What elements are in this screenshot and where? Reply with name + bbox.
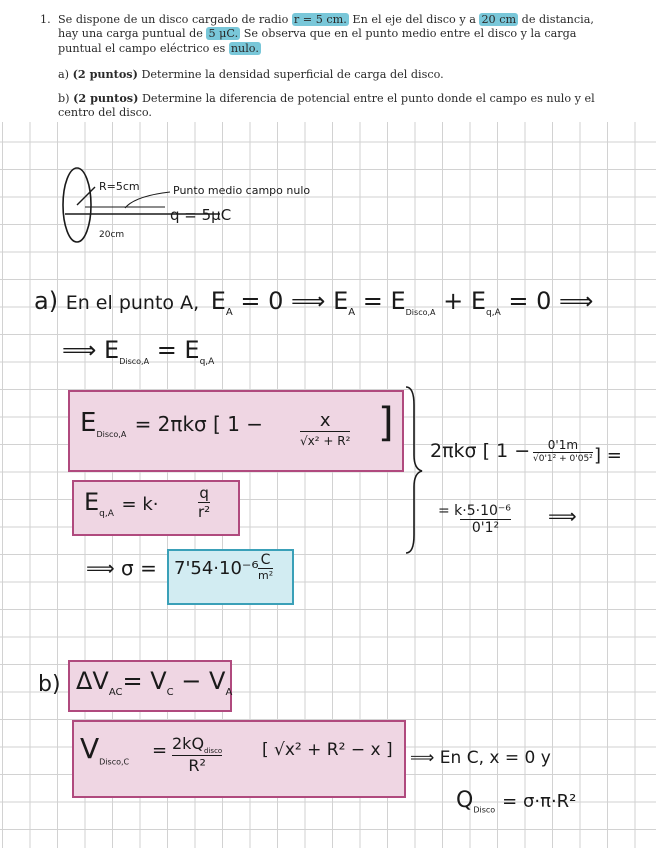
part-b-condition: ⟹ En C, x = 0 y [410, 748, 551, 768]
disk-potential-equals: = [152, 740, 168, 761]
right-equation-1-tail: ] = [594, 445, 622, 466]
problem-statement [0, 0, 656, 122]
charge-label: q = 5μC [170, 206, 232, 224]
curly-brace [402, 385, 426, 555]
midpoint-label: Punto medio campo nulo [173, 184, 311, 197]
disk-potential-lhs: $V_{Disco,C}$ [80, 732, 130, 767]
disk-field-formula: $E_{Disco,A} = 2\pi k\sigma$ [ 1 − [80, 408, 264, 440]
charge-field-formula: $E_{q,A} = k\cdot$ [84, 488, 159, 519]
sigma-result-unit: C m² [258, 552, 274, 582]
part-b-label: b) [38, 672, 61, 697]
disk-charge-diagram [55, 162, 355, 252]
highlight-null: nulo. [230, 41, 259, 55]
highlight-distance: 20 cm [481, 13, 517, 26]
right-equation-1: 2πkσ [ 1 − [430, 440, 531, 462]
radius-line [77, 187, 95, 205]
midpoint-pointer [125, 192, 170, 208]
problem-number: 1. [40, 13, 51, 26]
part-b-statement: b) (2 puntos) Determine la diferencia de potencial entre el punto donde el campo es nulo y el centro del disco. [58, 91, 595, 120]
disk-potential-fraction: $2kQ_{disco}$ R² [172, 734, 223, 776]
sigma-result-value: 7'54·10⁻⁶ [174, 558, 259, 579]
radius-label: R=5cm [99, 180, 140, 193]
part-a-line2: ⟹ $E_{Disco,A} = E_{q,A}$ [62, 336, 215, 367]
implies-arrow: ⟹ [548, 504, 577, 528]
disk-potential-bracket: [ √x² + R² − x ] [262, 740, 393, 760]
charge-field-fraction: q r² [198, 484, 211, 521]
disk-field-bracket-close: ] [378, 400, 394, 446]
potential-difference-formula: $\Delta V_{AC}= V_C - V_A$ [76, 667, 233, 698]
part-a-statement: a) (2 puntos) Determine la densidad superficial de carga del disco. [58, 67, 444, 81]
disk-field-fraction: x √x² + R² [300, 410, 351, 448]
problem-text: Se dispone de un disco cargado de radio r = 5 cm. En el eje del disco y a 20 cm de distancia, hay una carga puntual de 5 μC. Se observa que en el punto medio entre el disco y la carga puntual el campo eléctrico es nulo. [58, 13, 594, 55]
right-equation-1-fraction: 0'1m √0'1² + 0'05² [533, 438, 593, 464]
right-equation-2: = k·5·10⁻⁶ 0'1² [438, 503, 511, 536]
highlight-charge: 5 μC. [208, 27, 239, 41]
distance-label: 20cm [99, 230, 125, 240]
sigma-result-prefix: ⟹ σ = [86, 556, 157, 580]
part-a-label: a) [34, 287, 59, 315]
part-a-intro: En el punto A, [65, 292, 200, 314]
disk-charge-expression: $Q_{Disco} = \sigma\cdot\pi\cdot R^2$ [456, 788, 577, 815]
part-a-line1: a) En el punto A, $E_A = 0$ ⟹ $E_A = E_{Disco,A} + E_{q,A} = 0$ ⟹ [34, 287, 594, 318]
highlight-radius: r = 5 cm. [293, 13, 347, 26]
